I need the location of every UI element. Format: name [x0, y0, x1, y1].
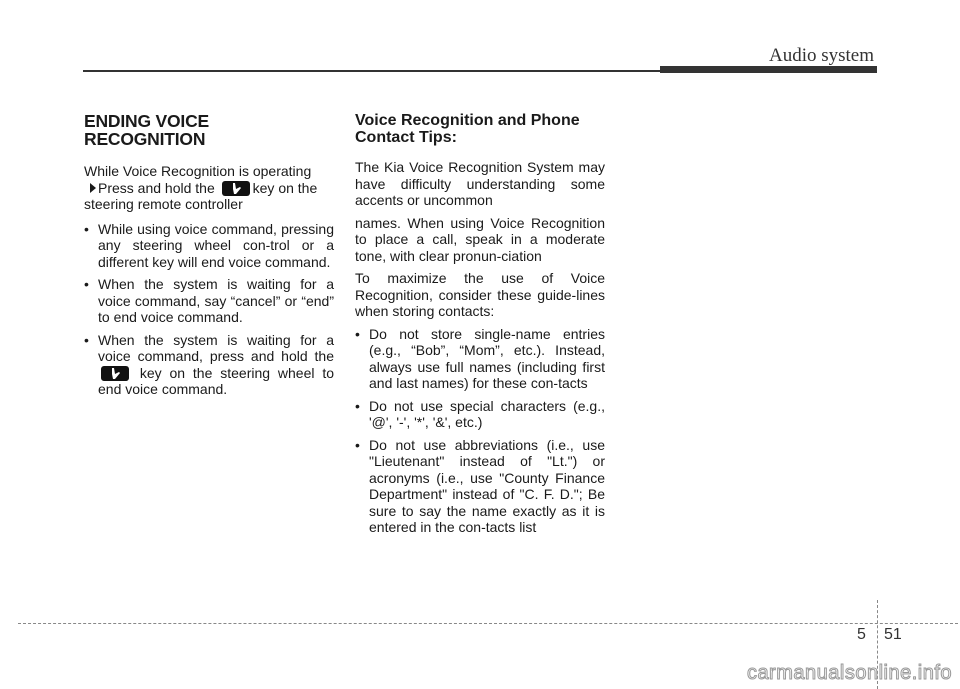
page-number: 51: [884, 626, 902, 643]
left-column: [84, 112, 334, 404]
footer-divider: [18, 623, 958, 624]
list-item: • When the system is waiting for a voice command, say “cancel” or “end” to end voice command.: [84, 276, 334, 325]
paragraph: The Kia Voice Recognition System may have difficulty understanding some accents or uncommon: [355, 159, 605, 208]
list-item: • When the system is waiting for a voice command, press and hold the key on the steering wheel to end voice command.: [84, 331, 334, 397]
section-heading-contact-tips: Voice Recognition and Phone Contact Tips:: [355, 112, 580, 146]
right-column: [355, 112, 605, 542]
voice-talk-key-icon: [101, 366, 129, 381]
paragraph: names. When using Voice Recognition to place a call, speak in a moderate tone, with clear pronun-ciation: [355, 214, 605, 264]
bullet-list: [355, 326, 605, 536]
voice-talk-key-icon: [222, 181, 250, 196]
paragraph: To maximize the use of Voice Recognition, consider these guide-lines when storing contacts:: [355, 270, 605, 319]
intro-paragraph: While Voice Recognition is operating Press and hold the key on the steering remote controller: [84, 163, 318, 212]
header-title: Audio system: [768, 45, 874, 66]
list-item: • Do not use abbreviations (i.e., use "Lieutenant" instead of "Lt.") or acronyms (i.e., use "County Finance Department" instead of "C. F. D."; Be sure to say the name exactly as it is entered in the con-tacts list: [355, 436, 605, 535]
header-rule: [83, 70, 660, 72]
watermark: carmanualsonline.info: [746, 662, 952, 684]
chapter-number: 5: [857, 626, 866, 643]
list-item: • Do not use special characters (e.g., '@', '-', '*', '&', etc.): [355, 397, 605, 430]
list-item: • While using voice command, pressing any steering wheel con-trol or a different key will end voice command.: [84, 220, 334, 270]
arrow-right-icon: [90, 183, 96, 193]
section-heading-ending-voice-recognition: ENDING VOICE RECOGNITION: [84, 111, 209, 149]
header-rule-accent: [660, 66, 877, 73]
list-item: • Do not store single-name entries (e.g., “Bob”, “Mom”, etc.). Instead, always use full names (including first and last names) for these con-tacts: [355, 325, 605, 391]
bullet-list: [84, 221, 334, 398]
